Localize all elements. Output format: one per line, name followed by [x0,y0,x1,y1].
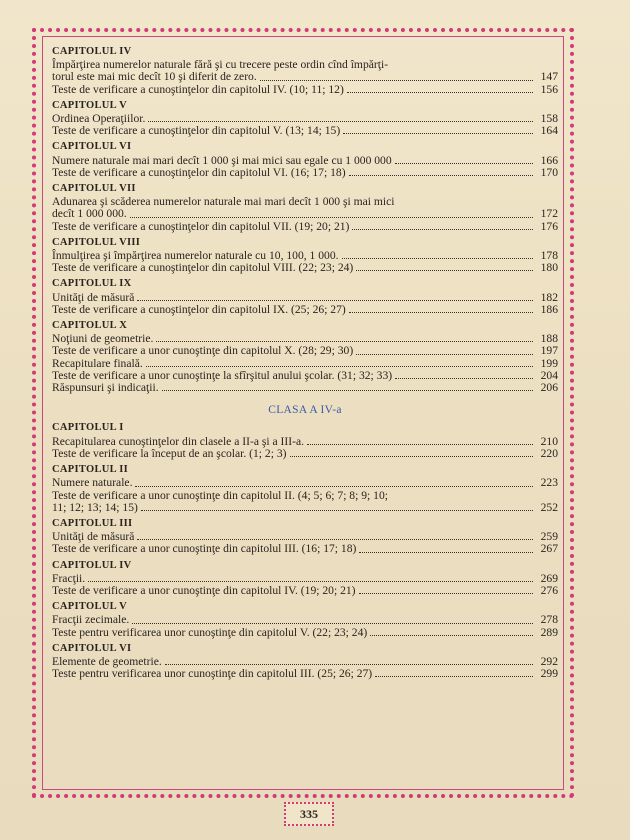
toc-entry-title: Teste de verificare la început de an şcolar. (1; 2; 3) [52,446,287,460]
chapter-heading: CAPITOLUL IX [52,278,132,290]
toc-entry-title: Numere naturale mai mari decît 1 000 şi mai mici sau egale cu 1 000 000 [52,153,392,167]
dot-leader [342,258,533,259]
dot-leader [359,552,533,553]
toc-page-number: 188 [540,332,558,346]
toc-entry-title: Ordinea Operaţiilor. [52,112,146,126]
dot-leader [132,623,533,624]
toc-page-number: 164 [540,124,558,138]
dot-leader [137,539,533,540]
toc-entry[interactable] [52,208,558,220]
toc-page-number: 166 [540,153,558,167]
dot-leader [395,163,533,164]
toc-entry-title: Teste de verificare a unor cunoştinţe din capitolul X. (28; 29; 30) [52,344,354,358]
dot-leader [162,390,533,391]
toc-page-number: 289 [540,625,558,639]
toc-page-number: 278 [540,613,558,627]
dot-leader [260,80,533,81]
toc-list-grade-3 [52,46,558,394]
toc-entry[interactable] [52,84,558,96]
toc-page-number: 176 [540,219,558,233]
toc-page-number: 267 [540,542,558,556]
chapter-heading: CAPITOLUL V [52,601,127,613]
dot-leader [148,121,533,122]
toc-page-number: 299 [540,667,558,681]
toc-entry-title: Răspunsuri şi indicaţii. [52,381,159,395]
toc-entry-line: Teste de verificare a unor cunoştinţe din capitolul II. (4; 5; 6; 7; 8; 9; 10; [52,488,388,502]
toc-entry-title: Elemente de geometrie. [52,654,162,668]
toc-page-number: 204 [540,368,558,382]
toc-page-number: 223 [540,476,558,490]
chapter-heading: CAPITOLUL VII [52,183,136,195]
dot-leader [375,676,533,677]
toc-entry-title: Fracţii zecimale. [52,613,130,627]
dot-leader [141,510,533,511]
toc-entry-title: Teste pentru verificarea unor cunoştinţe din capitolul V. (22; 23; 24) [52,625,368,639]
toc-entry[interactable] [52,167,558,179]
toc-entry[interactable] [52,262,558,274]
dot-leader [307,444,533,445]
toc-page-number: 276 [540,583,558,597]
toc-entry-title: Teste pentru verificarea unor cunoştinţe din capitolul III. (25; 26; 27) [52,667,373,681]
toc-entry[interactable] [52,668,558,680]
dot-leader [347,92,533,93]
chapter-heading: CAPITOLUL VI [52,141,132,153]
toc-entry-title: Teste de verificare a cunoştinţelor din capitolul IV. (10; 11; 12) [52,82,344,96]
toc-page-number: 170 [540,165,558,179]
toc-entry-title: 11; 12; 13; 14; 15) [52,500,138,514]
dot-leader [359,593,533,594]
chapter-heading: CAPITOLUL IV [52,559,132,571]
dot-leader [356,354,533,355]
toc-entry-title: Teste de verificare a cunoştinţelor din capitolul IX. (25; 26; 27) [52,302,346,316]
chapter-heading: CAPITOLUL X [52,320,128,332]
dot-leader [370,635,533,636]
dot-leader [349,312,533,313]
chapter-heading: CAPITOLUL VIII [52,236,141,248]
chapter-heading: CAPITOLUL III [52,517,133,529]
toc-page-number: 158 [540,112,558,126]
dot-leader [165,664,533,665]
toc-entry-title: Unităţi de măsură [52,530,135,544]
dot-leader [135,486,533,487]
toc-entry-title: Recapitulare finală. [52,356,143,370]
toc-entry-title: Numere naturale. [52,476,133,490]
toc-page-number: 186 [540,302,558,316]
dot-leader [137,300,533,301]
toc-page-number: 210 [540,434,558,448]
toc-entry[interactable] [52,448,558,460]
toc-page-number: 180 [540,261,558,275]
toc-entry-title: Teste de verificare a cunoştinţelor din capitolul VII. (19; 20; 21) [52,219,350,233]
toc-entry[interactable] [52,627,558,639]
toc-entry-title: Unităţi de măsură [52,290,135,304]
toc-page-number: 172 [540,207,558,221]
toc-entry[interactable] [52,345,558,357]
chapter-heading: CAPITOLUL V [52,99,127,111]
table-of-contents [52,42,558,680]
toc-page-number: 199 [540,356,558,370]
toc-page-number: 182 [540,290,558,304]
chapter-heading: CAPITOLUL IV [52,46,132,57]
toc-entry[interactable] [52,221,558,233]
toc-page-number: 206 [540,381,558,395]
chapter-heading: CAPITOLUL VI [52,642,132,654]
dot-leader [349,175,533,176]
toc-page-number: 147 [540,70,558,84]
toc-entry[interactable] [52,585,558,597]
toc-entry-title: Fracţii. [52,571,86,585]
toc-page-number: 156 [540,82,558,96]
dot-leader [395,378,533,379]
toc-page-number: 178 [540,249,558,263]
toc-entry[interactable] [52,502,558,514]
page-number: 335 [284,802,334,826]
toc-entry-line: Împărţirea numerelor naturale fără şi cu trecere peste ordin cînd împărţi- [52,58,389,72]
toc-entry-title: Teste de verificare a unor cunoştinţe la sfîrşitul anului şcolar. (31; 32; 33) [52,368,393,382]
toc-page-number: 292 [540,654,558,668]
toc-entry[interactable] [52,125,558,137]
chapter-heading: CAPITOLUL II [52,464,129,476]
toc-entry-title: Teste de verificare a cunoştinţelor din capitolul VIII. (22; 23; 24) [52,261,354,275]
dot-leader [130,217,533,218]
toc-entry-title: Teste de verificare a unor cunoştinţe din capitolul III. (16; 17; 18) [52,542,357,556]
dot-leader [290,456,533,457]
toc-entry[interactable] [52,543,558,555]
toc-entry[interactable] [52,382,558,394]
toc-entry-title: Înmulţirea şi împărţirea numerelor naturale cu 10, 100, 1 000. [52,249,339,263]
toc-page-number: 197 [540,344,558,358]
toc-list-grade-4 [52,422,558,680]
dot-leader [88,581,533,582]
toc-entry-title: torul este mai mic decît 10 şi diferit de zero. [52,70,257,84]
toc-entry-title: decît 1 000 000. [52,207,127,221]
toc-entry-line: Adunarea şi scăderea numerelor naturale mai mari decît 1 000 şi mai mici [52,195,395,209]
toc-page-number: 259 [540,530,558,544]
toc-entry[interactable] [52,304,558,316]
toc-page-number: 252 [540,500,558,514]
dot-leader [352,229,533,230]
chapter-heading: CAPITOLUL I [52,422,124,434]
dot-leader [156,341,533,342]
toc-entry-title: Noţiuni de geometrie. [52,332,154,346]
section-title: CLASA A IV-a [268,404,342,417]
toc-entry[interactable] [52,477,558,489]
toc-entry[interactable] [52,71,558,83]
toc-page-number: 269 [540,571,558,585]
toc-entry-title: Teste de verificare a unor cunoştinţe din capitolul IV. (19; 20; 21) [52,583,356,597]
toc-entry-title: Teste de verificare a cunoştinţelor din capitolul VI. (16; 17; 18) [52,165,346,179]
toc-entry-title: Teste de verificare a cunoştinţelor din capitolul V. (13; 14; 15) [52,124,341,138]
toc-page-number: 220 [540,446,558,460]
toc-entry[interactable] [52,614,558,626]
toc-entry[interactable] [52,155,558,167]
dot-leader [343,133,533,134]
dot-leader [356,270,533,271]
toc-entry-title: Recapitularea cunoştinţelor din clasele a II-a şi a III-a. [52,434,305,448]
dot-leader [146,366,533,367]
